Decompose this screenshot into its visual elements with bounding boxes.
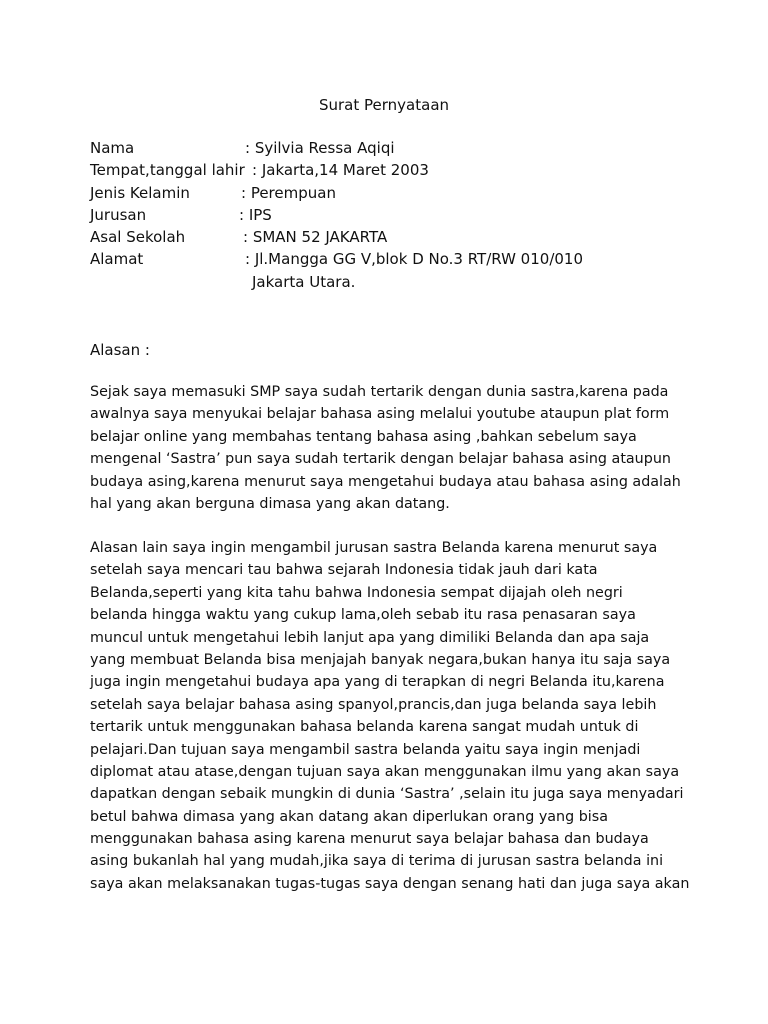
- paragraph-line: belanda hingga waktu yang cukup lama,oleh sebab itu rasa penasaran saya: [90, 607, 636, 624]
- field-row-asal-sekolah: [90, 226, 710, 248]
- paragraph-line: juga ingin mengetahui budaya apa yang di terapkan di negri Belanda itu,karena: [90, 674, 665, 691]
- paragraph-line: hal yang akan berguna dimasa yang akan datang.: [90, 495, 450, 512]
- paragraph-line: mengenal ‘Sastra’ pun saya sudah tertarik dengan belajar bahasa asing ataupun: [90, 451, 671, 468]
- paragraph-line: pelajari.Dan tujuan saya mengambil sastra belanda yaitu saya ingin menjadi: [90, 741, 641, 758]
- paragraph-line: muncul untuk mengetahui lebih lanjut apa yang dimiliki Belanda dan apa saja: [90, 629, 650, 646]
- paragraph-line: belajar online yang membahas tentang bahasa asing ,bahkan sebelum saya: [90, 428, 637, 445]
- identity-fields: [90, 137, 710, 293]
- document-title: Surat Pernyataan: [318, 96, 450, 114]
- field-value: Jakarta Utara.: [252, 272, 356, 291]
- paragraph-line: setelah saya belajar bahasa asing spanyol,prancis,dan juga belanda saya lebih: [90, 696, 657, 713]
- paragraph-line: tertarik untuk menggunakan bahasa belanda karena sangat mudah untuk di: [90, 719, 639, 736]
- paragraph-line: setelah saya mencari tau bahwa sejarah Indonesia tidak jauh dari kata: [90, 562, 598, 579]
- paragraph-line: budaya asing,karena menurut saya mengetahui budaya atau bahasa asing adalah: [90, 473, 681, 490]
- paragraph-line: dapatkan dengan sebaik mungkin di dunia ‘Sastra’ ,selain itu juga saya menyadari: [90, 786, 684, 803]
- paragraph-line: menggunakan bahasa asing karena menurut saya belajar bahasa dan budaya: [90, 831, 649, 848]
- paragraph-line: betul bahwa dimasa yang akan datang akan diperlukan orang yang bisa: [90, 808, 608, 825]
- field-row-alamat-continued: [90, 271, 710, 293]
- field-row-nama: [90, 137, 710, 159]
- paragraph-line: diplomat atau atase,dengan tujuan saya akan menggunakan ilmu yang akan saya: [90, 763, 680, 780]
- field-value: : SMAN 52 JAKARTA: [243, 228, 388, 247]
- field-row-tempat-tanggal-lahir: [90, 159, 710, 181]
- paragraph-1: [90, 381, 690, 515]
- paragraph-line: asing bukanlah hal yang mudah,jika saya di terima di jurusan sastra belanda ini: [90, 853, 664, 870]
- reason-heading: Alasan :: [90, 341, 150, 359]
- field-value: : Perempuan: [241, 183, 336, 202]
- paragraph-2: [90, 537, 690, 895]
- field-label: Asal Sekolah: [90, 228, 186, 247]
- field-label: Nama: [90, 139, 135, 157]
- field-label: Alamat: [90, 250, 144, 269]
- paragraph-line: saya akan melaksanakan tugas-tugas saya dengan senang hati dan juga saya akan: [90, 875, 690, 892]
- field-value: : Jakarta,14 Maret 2003: [252, 161, 429, 180]
- paragraph-line: Sejak saya memasuki SMP saya sudah tertarik dengan dunia sastra,karena pada: [90, 384, 669, 400]
- field-row-jurusan: [90, 204, 710, 226]
- field-label: Jurusan: [90, 205, 147, 224]
- field-value: : Syilvia Ressa Aqiqi: [245, 139, 395, 157]
- paragraph-line: Belanda,seperti yang kita tahu bahwa Indonesia sempat dijajah oleh negri: [90, 584, 623, 601]
- field-row-jenis-kelamin: [90, 182, 710, 204]
- field-value: : Jl.Mangga GG V,blok D No.3 RT/RW 010/010: [245, 250, 583, 269]
- paragraph-line: Alasan lain saya ingin mengambil jurusan sastra Belanda karena menurut saya: [90, 540, 658, 556]
- field-label: Tempat,tanggal lahir: [90, 161, 245, 180]
- paragraph-line: yang membuat Belanda bisa menjajah banyak negara,bukan hanya itu saja saya: [90, 651, 671, 668]
- field-label: Jenis Kelamin: [90, 183, 190, 202]
- field-value: : IPS: [239, 205, 272, 224]
- field-row-alamat: [90, 248, 710, 270]
- paragraph-line: awalnya saya menyukai belajar bahasa asing melalui youtube ataupun plat form: [90, 406, 670, 423]
